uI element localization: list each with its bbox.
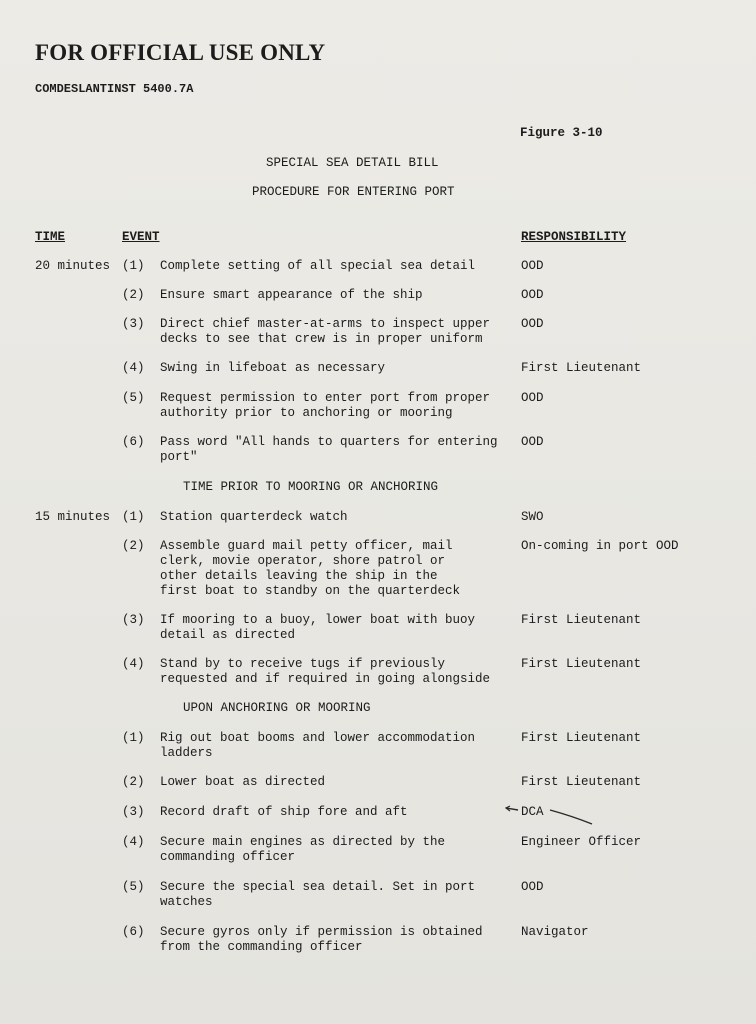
event-text: Rig out boat booms and lower accommodation ladders bbox=[160, 731, 476, 760]
responsibility: On-coming in port OOD bbox=[521, 539, 679, 553]
event-number: (1) bbox=[122, 510, 145, 524]
event-number: (3) bbox=[122, 317, 145, 331]
event-number: (4) bbox=[122, 657, 145, 671]
event-number: (2) bbox=[122, 288, 145, 302]
column-header-event: EVENT bbox=[122, 230, 160, 244]
handwritten-pen-mark bbox=[502, 802, 597, 828]
event-text: Record draft of ship fore and aft bbox=[160, 805, 408, 819]
document-number: COMDESLANTINST 5400.7A bbox=[35, 82, 194, 96]
section-heading-upon: UPON ANCHORING OR MOORING bbox=[183, 701, 371, 715]
section-heading-prior: TIME PRIOR TO MOORING OR ANCHORING bbox=[183, 480, 439, 494]
event-text: Direct chief master-at-arms to inspect upper decks to see that crew is in proper uniform bbox=[160, 317, 491, 346]
event-text: Ensure smart appearance of the ship bbox=[160, 288, 423, 302]
responsibility: First Lieutenant bbox=[521, 361, 642, 375]
event-text: Secure the special sea detail. Set in port watches bbox=[160, 880, 476, 909]
event-number: (6) bbox=[122, 435, 145, 449]
event-text: Assemble guard mail petty officer, mail clerk, movie operator, shore patrol or other details leaving the ship in the first boat to standby on the quarterdeck bbox=[160, 539, 461, 598]
responsibility: OOD bbox=[521, 391, 544, 405]
event-text: Complete setting of all special sea detail bbox=[160, 259, 476, 273]
event-number: (4) bbox=[122, 361, 145, 375]
event-text: Swing in lifeboat as necessary bbox=[160, 361, 386, 375]
event-number: (5) bbox=[122, 391, 145, 405]
column-header-responsibility: RESPONSIBILITY bbox=[521, 230, 627, 244]
classification-banner: FOR OFFICIAL USE ONLY bbox=[35, 40, 326, 65]
time-label-15-minutes: 15 minutes bbox=[35, 510, 111, 524]
event-number: (2) bbox=[122, 539, 145, 553]
event-number: (3) bbox=[122, 613, 145, 627]
bill-title: SPECIAL SEA DETAIL BILL bbox=[266, 156, 439, 170]
responsibility: OOD bbox=[521, 317, 544, 331]
responsibility: First Lieutenant bbox=[521, 731, 642, 745]
figure-label: Figure 3-10 bbox=[520, 126, 603, 140]
responsibility: OOD bbox=[521, 880, 544, 894]
responsibility: First Lieutenant bbox=[521, 657, 642, 671]
event-text: Stand by to receive tugs if previously requested and if required in going alongside bbox=[160, 657, 491, 686]
event-text: Request permission to enter port from proper authority prior to anchoring or mooring bbox=[160, 391, 491, 420]
column-header-time: TIME bbox=[35, 230, 66, 244]
responsibility: OOD bbox=[521, 435, 544, 449]
event-text: Secure main engines as directed by the commanding officer bbox=[160, 835, 446, 864]
event-number: (3) bbox=[122, 805, 145, 819]
event-number: (1) bbox=[122, 731, 145, 745]
responsibility: First Lieutenant bbox=[521, 613, 642, 627]
event-text: Lower boat as directed bbox=[160, 775, 326, 789]
responsibility: Engineer Officer bbox=[521, 835, 642, 849]
event-text: Secure gyros only if permission is obtained from the commanding officer bbox=[160, 925, 483, 954]
event-number: (2) bbox=[122, 775, 145, 789]
procedure-title: PROCEDURE FOR ENTERING PORT bbox=[252, 185, 455, 199]
event-text: Station quarterdeck watch bbox=[160, 510, 348, 524]
responsibility: DCA bbox=[521, 805, 544, 819]
event-number: (1) bbox=[122, 259, 145, 273]
responsibility: OOD bbox=[521, 288, 544, 302]
time-label-20-minutes: 20 minutes bbox=[35, 259, 111, 273]
event-text: Pass word "All hands to quarters for entering port" bbox=[160, 435, 498, 464]
event-number: (4) bbox=[122, 835, 145, 849]
responsibility: Navigator bbox=[521, 925, 589, 939]
event-number: (5) bbox=[122, 880, 145, 894]
responsibility: SWO bbox=[521, 510, 544, 524]
event-number: (6) bbox=[122, 925, 145, 939]
event-text: If mooring to a buoy, lower boat with buoy detail as directed bbox=[160, 613, 476, 642]
responsibility: First Lieutenant bbox=[521, 775, 642, 789]
responsibility: OOD bbox=[521, 259, 544, 273]
